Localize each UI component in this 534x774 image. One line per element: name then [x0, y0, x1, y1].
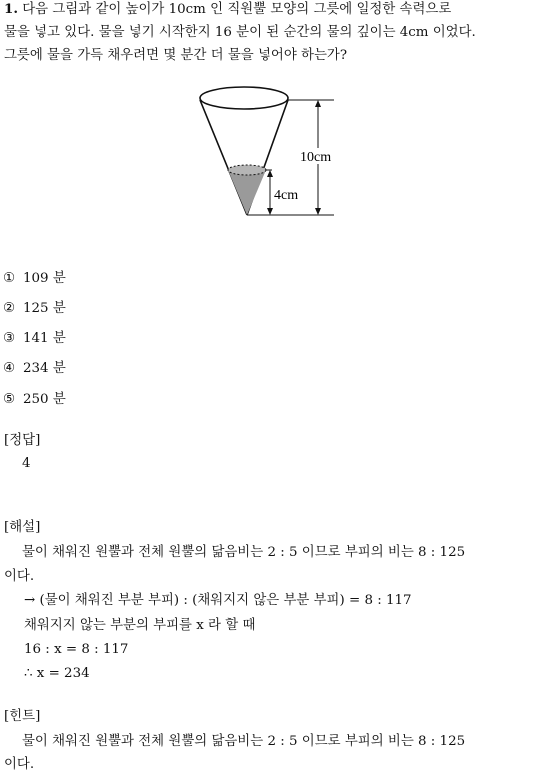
depth-arrow-head-top: [267, 170, 273, 177]
choice-3-text: 141 분: [23, 331, 66, 346]
water-surface: [228, 165, 266, 175]
choice-5-mark: ⑤: [3, 392, 16, 407]
hint-line-1: 물이 채워진 원뿔과 전체 원뿔의 닮음비는 2 : 5 이므로 부피의 비는 8 : 125: [22, 734, 466, 749]
depth-label: 4cm: [274, 188, 299, 203]
choice-1-mark: ①: [3, 271, 16, 286]
explanation-line-1: 물이 채워진 원뿔과 전체 원뿔의 닮음비는 2 : 5 이므로 부피의 비는 8 : 125: [22, 545, 466, 560]
explanation-label: [해설]: [4, 520, 41, 535]
question-line-1: [4, 0, 451, 19]
height-arrow-head-top: [315, 100, 321, 107]
explanation-line-4: 채워지지 않는 부분의 부피를 x 라 할 때: [24, 618, 256, 633]
question-line-2: 물을 넣고 있다. 물을 넣기 시작한지 16 분이 된 순간의 물의 깊이는 4cm 이었다.: [4, 25, 476, 40]
explanation-line-6: ∴ x = 234: [24, 666, 90, 681]
water-fill: [228, 170, 266, 215]
choice-4[interactable]: [3, 360, 66, 378]
answer-value: 4: [22, 456, 31, 471]
choice-4-mark: ④: [3, 361, 16, 376]
cone-rim: [200, 87, 288, 109]
hint-label: [힌트]: [4, 709, 41, 724]
choice-4-text: 234 분: [23, 361, 66, 376]
question-text-1: 다음 그림과 같이 높이가 10cm 인 직원뿔 모양의 그릇에 일정한 속력으로: [22, 2, 452, 17]
choice-3-mark: ③: [3, 331, 16, 346]
hint-line-2: 이다.: [4, 757, 35, 772]
explanation-line-5: 16 : x = 8 : 117: [24, 642, 129, 657]
choice-2-text: 125 분: [23, 301, 66, 316]
choice-5-text: 250 분: [23, 392, 66, 407]
choice-1[interactable]: [3, 270, 66, 288]
question-line-3: 그릇에 물을 가득 채우려면 몇 분간 더 물을 넣어야 하는가?: [4, 48, 347, 63]
explanation-line-2: 이다.: [4, 569, 35, 584]
depth-arrow-head-bottom: [267, 208, 273, 215]
choice-2-mark: ②: [3, 301, 16, 316]
question-number: 1.: [4, 1, 18, 17]
choice-5[interactable]: [3, 391, 66, 409]
choice-2[interactable]: [3, 300, 66, 318]
choice-1-text: 109 분: [23, 271, 66, 286]
answer-label: [정답]: [4, 433, 41, 448]
height-arrow-head-bottom: [315, 208, 321, 215]
explanation-line-3: → (물이 채워진 부분 부피) : (채워지지 않은 부분 부피) = 8 : 117: [24, 593, 412, 608]
cone-figure: [190, 82, 350, 222]
choice-3[interactable]: [3, 330, 66, 348]
height-label: 10cm: [300, 150, 332, 165]
